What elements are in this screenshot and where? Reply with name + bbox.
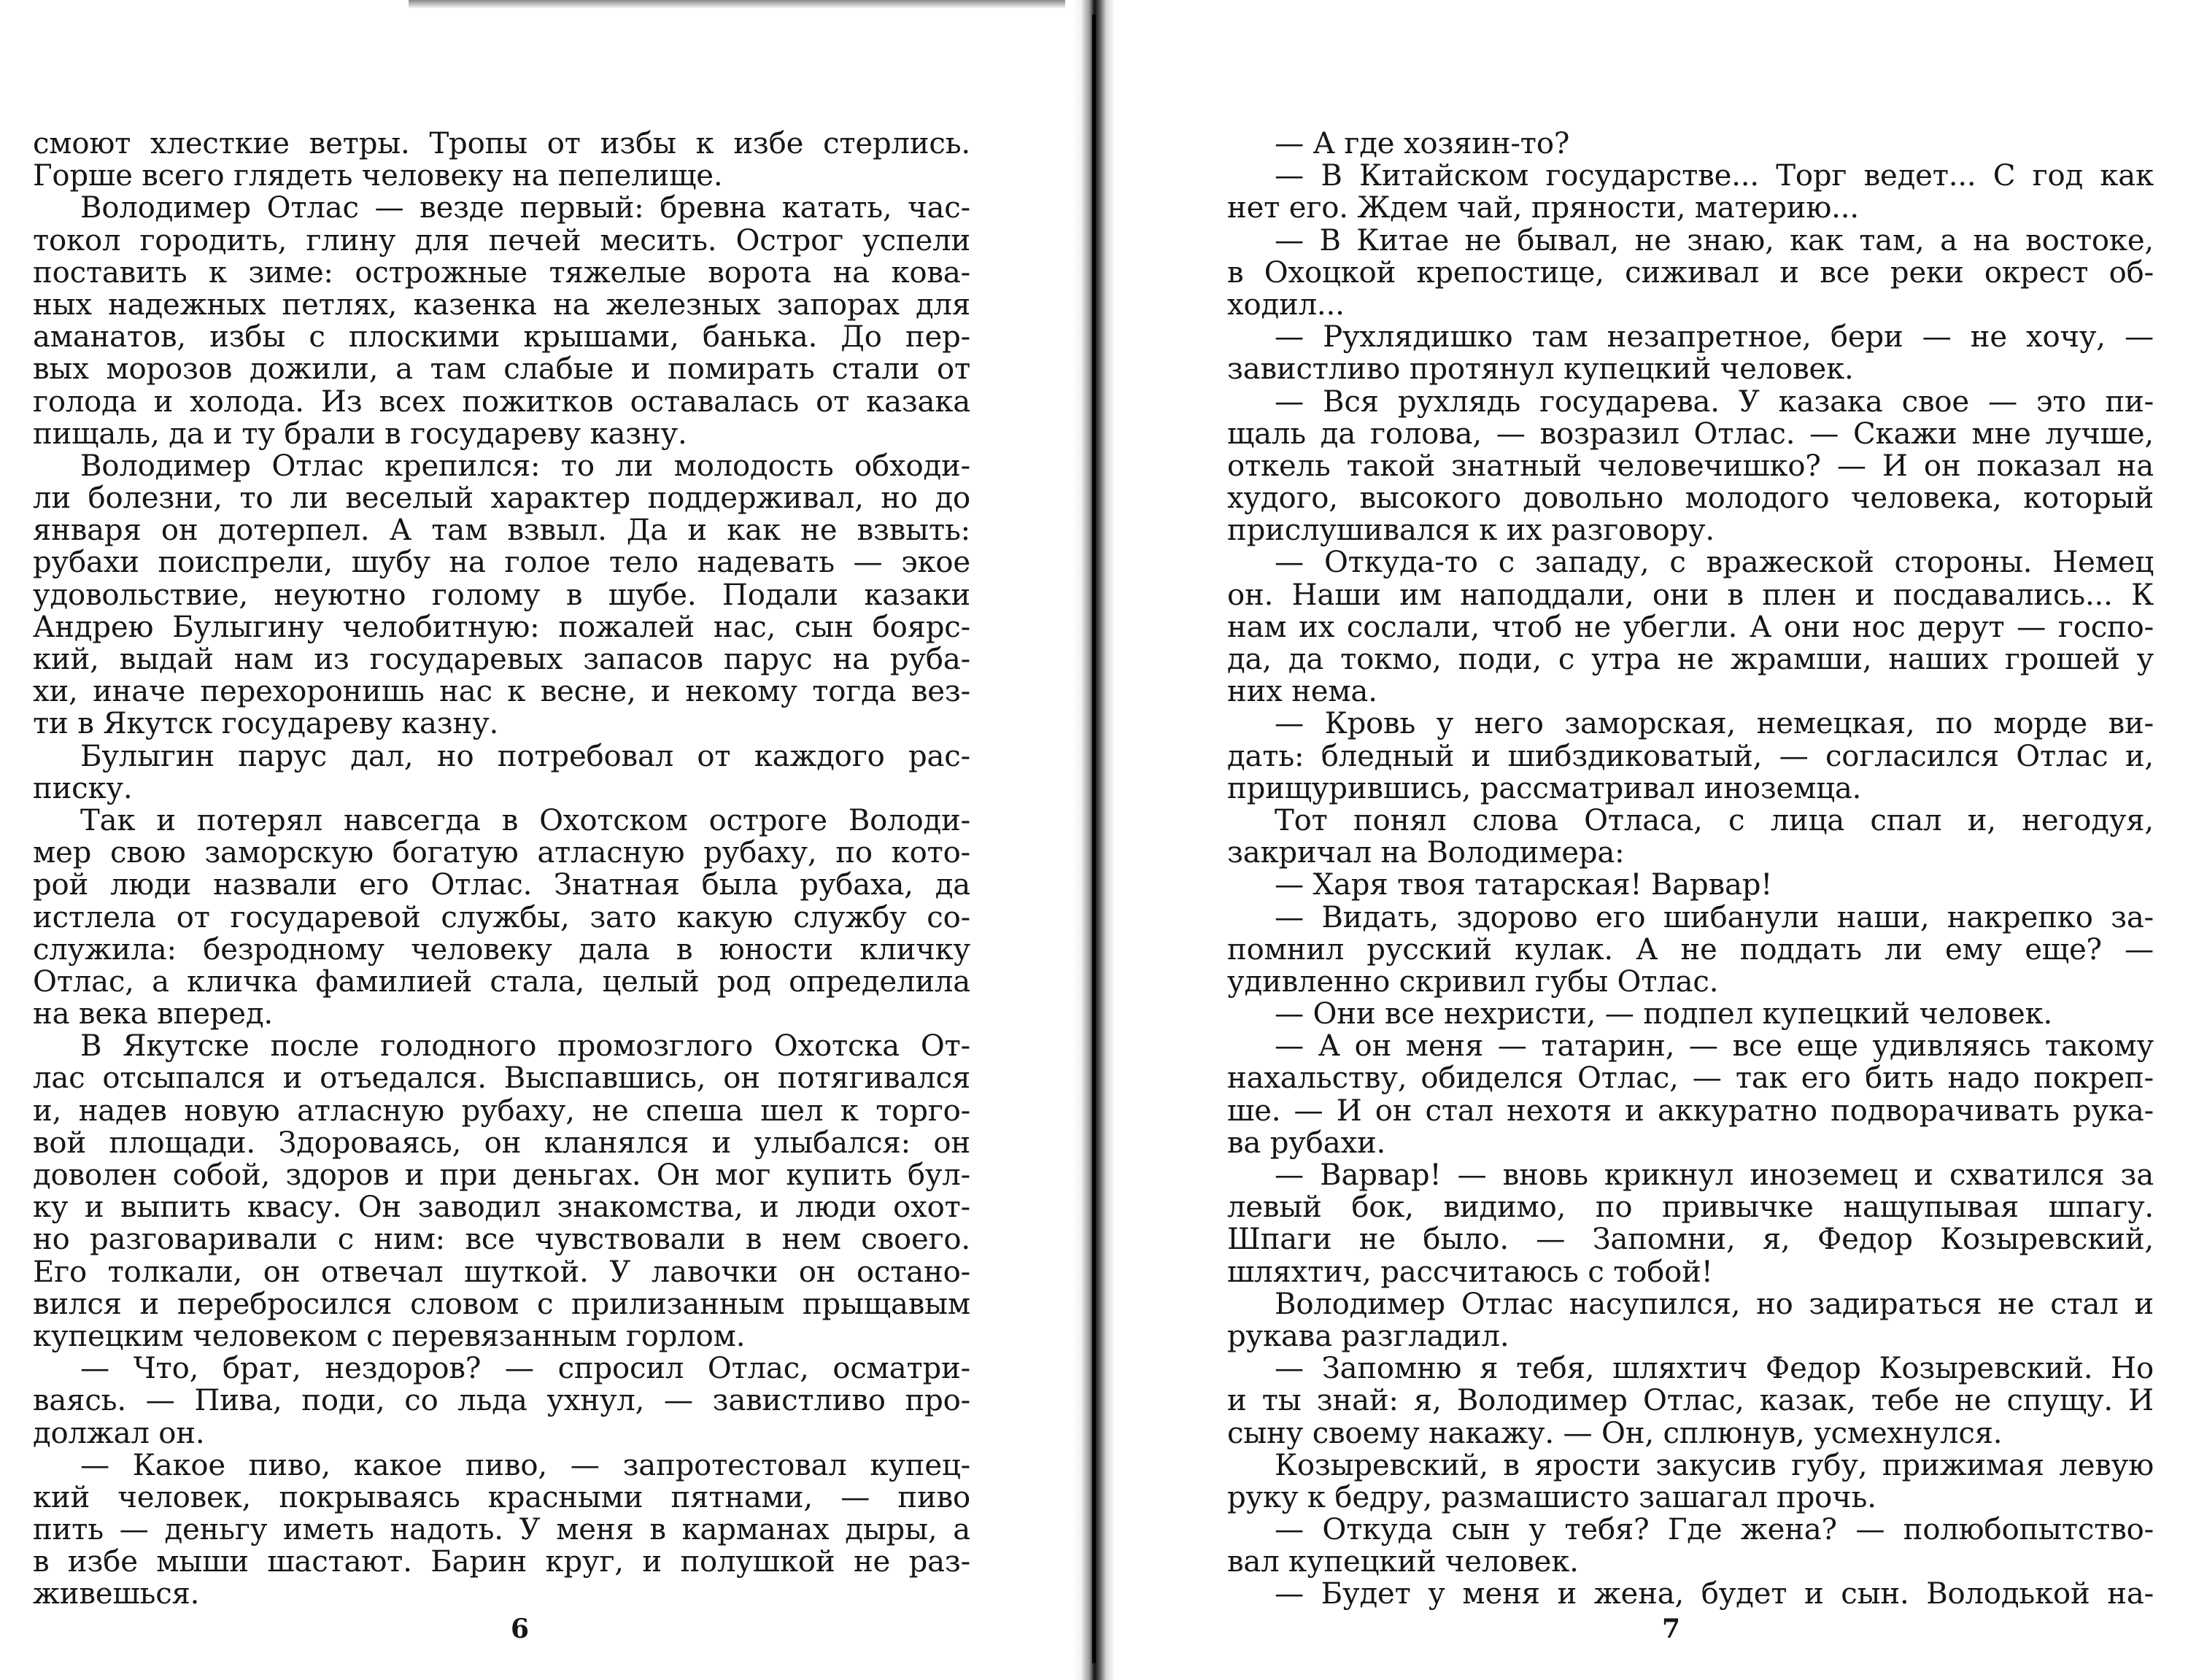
text-line: — В Китайском государстве... Торг ведет... С год как xyxy=(1275,159,2154,193)
text-line: сыну своему накажу. — Он, сплюнув, усмехнулся. xyxy=(1227,1416,2003,1450)
text-line: них нема. xyxy=(1227,675,1377,709)
text-line: — В Китае не бывал, не знаю, как там, а на востоке, xyxy=(1275,223,2154,258)
text-line: закричал на Володимера: xyxy=(1227,836,1625,870)
text-line: Булыгин парус дал, но потребовал от каждого рас- xyxy=(80,739,970,773)
page-number-left: 6 xyxy=(511,1614,530,1644)
text-line: мер свою заморскую богатую атласную рубаху, по кото- xyxy=(33,836,970,870)
text-line: — Варвар! — вновь крикнул иноземец и схватился за xyxy=(1275,1158,2154,1192)
text-line: откель такой знатный человечишко? — И он показал на xyxy=(1227,449,2154,483)
text-line: Его толкали, он отвечал шуткой. У лавочки он остано- xyxy=(33,1255,970,1289)
text-line: рукава разгладил. xyxy=(1227,1319,1509,1353)
text-line: удивленно скривил губы Отлас. xyxy=(1227,964,1719,999)
text-line: — Откуда-то с западу, с вражеской стороны. Немец xyxy=(1275,546,2154,580)
text-line: купецким человеком с перевязанным горлом. xyxy=(33,1319,746,1353)
text-line: — Вся рухлядь государева. У казака свое — это пи- xyxy=(1275,384,2154,419)
text-line: нахальству, обиделся Отлас, — так его бить надо покреп- xyxy=(1227,1061,2154,1096)
text-line: Горше всего глядеть человеку на пепелище. xyxy=(33,159,723,193)
text-line: кий, выдай нам из государевых запасов парус на руба- xyxy=(33,643,970,676)
text-line: пищаль, да и ту брали в государеву казну. xyxy=(33,417,687,451)
text-line: смоют хлесткие ветры. Тропы от избы к избе стерлись. xyxy=(33,127,970,160)
text-line: Отлас, а кличка фамилией стала, целый род определила xyxy=(33,964,970,999)
text-line: — Какое пиво, какое пиво, — запротестовал купец- xyxy=(80,1448,970,1482)
text-line: и, надев новую атласную рубаху, не спеша шел к торго- xyxy=(33,1093,970,1128)
text-line: вых морозов дожили, а там слабые и помирать стали от xyxy=(33,352,970,387)
text-line: Володимер Отлас — везде первый: бревна катать, час- xyxy=(80,191,970,225)
text-line: вился и перебросился словом с прилизанным прыщавым xyxy=(33,1287,970,1321)
text-line: да, да токмо, поди, с утра не жрамши, наших грошей у xyxy=(1227,643,2154,676)
text-line: лас отсыпался и отъедался. Выспавшись, он потягивался xyxy=(33,1061,970,1096)
text-line: в избе мыши шастают. Барин круг, и полушкой не раз- xyxy=(33,1545,970,1579)
text-line: завистливо протянул купецкий человек. xyxy=(1227,352,1854,387)
text-line: шляхтич, рассчитаюсь с тобой! xyxy=(1227,1255,1713,1289)
text-line: аманатов, избы с плоскими крышами, банька. До пер- xyxy=(33,320,970,355)
text-line: дать: бледный и шибздиковатый, — согласился Отлас и, xyxy=(1227,739,2154,773)
text-line: ку и выпить квасу. Он заводил знакомства, и люди охот- xyxy=(33,1191,970,1225)
text-line: Тот понял слова Отласа, с лица спал и, негодуя, xyxy=(1275,803,2154,837)
text-line: удовольствие, неуютно голому в шубе. Подали казаки xyxy=(33,578,970,612)
text-line: ше. — И он стал нехотя и аккуратно подворачивать рука- xyxy=(1227,1093,2154,1128)
text-line: ти в Якутск государеву казну. xyxy=(33,707,499,741)
scan-shadow xyxy=(409,0,1065,9)
text-line: — А где хозяин-то? xyxy=(1275,127,1570,160)
text-line: истлела от государевой службы, зато какую службу со- xyxy=(33,900,970,934)
text-line: — Харя твоя татарская! Варвар! xyxy=(1275,868,1773,902)
text-line: В Якутске после голодного промозглого Охотска От- xyxy=(80,1029,970,1064)
text-line: Козыревский, в ярости закусив губу, прижимая левую xyxy=(1275,1448,2154,1482)
text-line: хи, иначе перехоронишь нас к весне, и некому тогда вез- xyxy=(33,675,970,709)
text-line: Шпаги не было. — Запомни, я, Федор Козыревский, xyxy=(1227,1223,2154,1257)
text-line: голода и холода. Из всех пожитков оставалась от казака xyxy=(33,384,970,419)
text-line: худого, высокого довольно молодого человека, который xyxy=(1227,481,2154,516)
text-line: вой площади. Здороваясь, он кланялся и улыбался: он xyxy=(33,1126,970,1160)
text-line: нет его. Ждем чай, пряности, материю... xyxy=(1227,191,1859,225)
text-line: поставить к зиме: острожные тяжелые ворота на кова- xyxy=(33,255,970,290)
text-line: января он дотерпел. А там взвыл. Да и как не взвыть: xyxy=(33,514,970,548)
text-line: служила: безродному человеку дала в юности кличку xyxy=(33,932,970,967)
text-line: ва рубахи. xyxy=(1227,1126,1386,1160)
text-line: прислушивался к их разговору. xyxy=(1227,514,1715,548)
text-line: Володимер Отлас насупился, но задираться не стал и xyxy=(1275,1287,2154,1321)
text-line: он. Наши им наподдали, они в плен и посдавались... К xyxy=(1227,578,2154,612)
text-line: щаль да голова, — возразил Отлас. — Скажи мне лучше, xyxy=(1227,417,2154,451)
page-number-right: 7 xyxy=(1662,1614,1681,1644)
text-line: ных надежных петлях, казенка на железных запорах для xyxy=(33,287,970,322)
text-line: руку к бедру, размашисто зашагал прочь. xyxy=(1227,1480,1876,1514)
text-line: рубахи поиспрели, шубу на голое тело надевать — экое xyxy=(33,546,970,580)
text-line: левый бок, видимо, по привычке нащупывая шпагу. xyxy=(1227,1191,2154,1225)
text-line: — Видать, здорово его шибанули наши, накрепко за- xyxy=(1275,900,2154,934)
left-page-text xyxy=(33,128,970,1611)
text-line: ходил... xyxy=(1227,287,1345,322)
text-line: ли болезни, то ли веселый характер поддерживал, но до xyxy=(33,481,970,516)
text-line: Андрею Булыгину челобитную: пожалей нас, сын боярс- xyxy=(33,610,970,644)
text-line: — Будет у меня и жена, будет и сын. Володькой на- xyxy=(1275,1577,2154,1611)
text-line: — Что, брат, нездоров? — спросил Отлас, осматри- xyxy=(80,1352,970,1386)
text-line: писку. xyxy=(33,771,133,805)
text-line: Володимер Отлас крепился: то ли молодость обходи- xyxy=(80,449,970,483)
text-line: — Они все нехристи, — подпел купецкий человек. xyxy=(1275,997,2053,1031)
gutter-line xyxy=(1092,15,1096,1663)
text-line: рой люди назвали его Отлас. Знатная была рубаха, да xyxy=(33,868,970,902)
text-line: кий человек, покрываясь красными пятнами, — пиво xyxy=(33,1480,970,1514)
text-line: прищурившись, рассматривал иноземца. xyxy=(1227,771,1862,805)
text-line: пить — деньгу иметь надоть. У меня в карманах дыры, а xyxy=(33,1513,970,1547)
text-line: ваясь. — Пива, поди, со льда ухнул, — завистливо про- xyxy=(33,1384,970,1418)
text-line: на века вперед. xyxy=(33,997,273,1031)
text-line: — Рухлядишко там незапретное, бери — не хочу, — xyxy=(1275,320,2154,355)
text-line: нам их сослали, чтоб не убегли. А они нос дерут — госпо- xyxy=(1227,610,2154,644)
text-line: Так и потерял навсегда в Охотском остроге Володи- xyxy=(80,803,970,837)
text-line: — Кровь у него заморская, немецкая, по морде ви- xyxy=(1275,707,2154,741)
text-line: должал он. xyxy=(33,1416,205,1450)
right-page-text xyxy=(1227,128,2154,1611)
text-line: вал купецкий человек. xyxy=(1227,1545,1579,1579)
text-line: — Запомню я тебя, шляхтич Федор Козыревский. Но xyxy=(1275,1352,2154,1386)
text-line: токол городить, глину для печей месить. Острог успели xyxy=(33,223,970,258)
text-line: но разговаривали с ним: все чувствовали в нем своего. xyxy=(33,1223,970,1257)
text-line: — Откуда сын у тебя? Где жена? — полюбопытство- xyxy=(1275,1513,2154,1547)
text-line: помнил русский кулак. А не поддать ли ему еще? — xyxy=(1227,932,2154,967)
text-line: живешься. xyxy=(33,1577,200,1611)
text-line: в Охоцкой крепостице, сиживал и все реки окрест об- xyxy=(1227,255,2154,290)
text-line: — А он меня — татарин, — все еще удивляясь такому xyxy=(1275,1029,2154,1064)
text-line: доволен собой, здоров и при деньгах. Он мог купить бул- xyxy=(33,1158,970,1192)
text-line: и ты знай: я, Володимер Отлас, казак, тебе не спущу. И xyxy=(1227,1384,2154,1418)
